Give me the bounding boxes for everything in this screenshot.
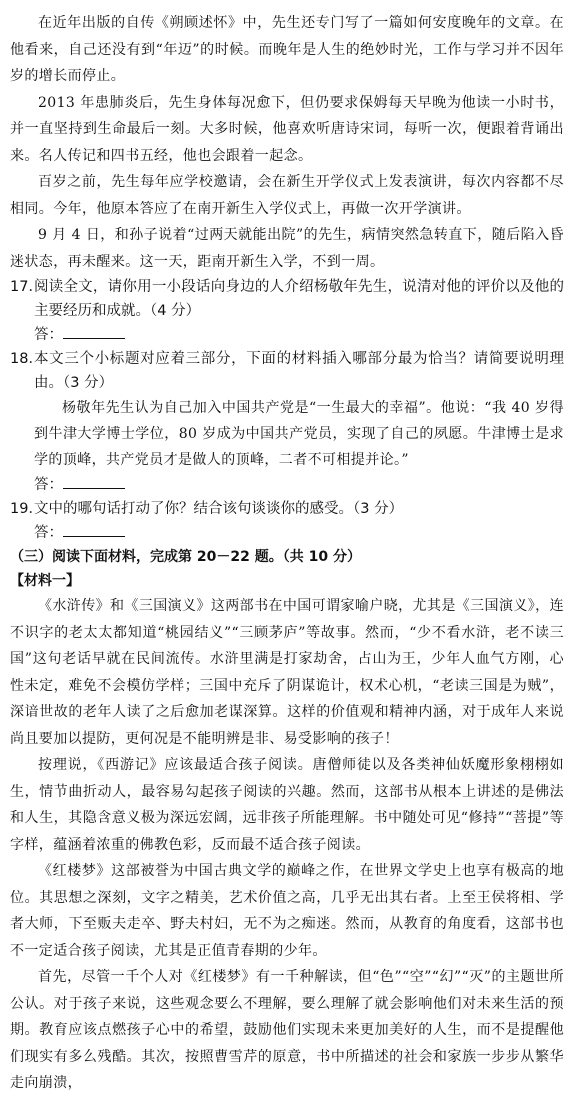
question-17-answer	[10, 323, 564, 347]
material-paragraph-3: 《红楼梦》这部被誉为中国古典文学的巅峰之作，在世界文学史上也享有极高的地位。其思想之深刻，文字之精美，艺术价值之高，几乎无出其右者。上至王侯将相、学者大师，下至贩夫走卒、野夫村妇，无不为之痴迷。然而，从教育的角度看，这部书也不一定适合孩子阅读，尤其是正值青春期的少年。	[10, 863, 564, 959]
question-18-answer-label: 答：	[34, 477, 63, 493]
material-paragraph-1: 《水浒传》和《三国演义》这两部书在中国可谓家喻户晓，尤其是《三国演义》，连不识字的老太太都知道“桃园结义”“三顾茅庐”等故事。然而，“少不看水浒，老不读三国”这句老话早就在民间流传。水浒里满是打家劫舍，占山为王，少年人血气方刚，心性未定，难免不会模仿学样；三国中充斥了阴谋诡计，权术心机，“老读三国是为贼”，深谙世故的老年人读了之后愈加老谋深算。这样的价值观和精神内涵，对于成年人来说尚且要加以提防，更何况是不能明辨是非、易受影响的孩子！	[10, 598, 564, 747]
question-18-answer	[10, 473, 564, 497]
passage-paragraph-4: 9 月 4 日，和孙子说着“过两天就能出院”的先生，病情突然急转直下，随后陷入昏迷状态，再未醒来。这一天，距南开新生入学，不到一周。	[10, 227, 564, 270]
material-paragraph-4: 首先，尽管一千个人对《红楼梦》有一千种解读，但“色”“空”“幻”“灭”的主题世所公认。对于孩子来说，这些观念要么不理解，要么理解了就会影响他们对未来生活的预期。教育应该点燃孩子心中的希望，鼓励他们实现未来更加美好的人生，而不是提醒他们现实有多么残酷。其次，按照曹雪芹的原意，书中所描述的社会和家族一步步从繁华走向崩溃，	[10, 969, 564, 1091]
question-18-answer-blank[interactable]	[63, 474, 125, 489]
question-18-quote: 杨敬年先生认为自己加入中国共产党是“一生最大的幸福”。他说：“我 40 岁得到牛津大学博士学位，80 岁成为中国共产党员，实现了自己的夙愿。牛津博士是求学的顶峰，共产党员才是做人的顶峰，二者不可相提并论。”	[34, 400, 564, 468]
question-19-answer-blank[interactable]	[63, 522, 125, 537]
question-19-text: 文中的哪句话打动了你？结合该句谈谈你的感受。（3 分）	[34, 501, 404, 517]
material-title: 【材料一】	[10, 573, 80, 589]
section-heading: （三）阅读下面材料，完成第 20－22 题。（共 10 分）	[10, 549, 361, 565]
question-18	[10, 347, 564, 395]
question-17-text: 阅读全文，请你用一小段话向身边的人介绍杨敬年先生，说清对他的评价以及他的主要经历和成就。（4 分）	[34, 279, 564, 319]
question-17-number: 17．	[10, 279, 43, 295]
question-18-text: 本文三个小标题对应着三部分，下面的材料插入哪部分最为恰当？请简要说明理由。（3 分）	[34, 351, 564, 391]
passage-paragraph-1: 在近年出版的自传《朔顾述怀》中，先生还专门写了一篇如何安度晚年的文章。在他看来，自己还没有到“年迈”的时候。而晚年是人生的绝妙时光，工作与学习并不因年岁的增长而停止。	[10, 15, 564, 84]
question-19-answer-label: 答：	[34, 525, 63, 541]
passage-paragraph-2: 2013 年患肺炎后，先生身体每况愈下，但仍要求保姆每天早晚为他读一小时书，并一直坚持到生命最后一刻。大多时候，他喜欢听唐诗宋词，每听一次，便跟着背诵出来。名人传记和四书五经，他也会跟着一起念。	[10, 94, 564, 164]
question-18-number: 18．	[10, 351, 43, 367]
question-19-number: 19．	[10, 501, 43, 517]
question-17-answer-label: 答：	[34, 327, 63, 343]
question-17	[10, 275, 564, 323]
passage-paragraph-3: 百岁之前，先生每年应学校邀请，会在新生开学仪式上发表演讲，每次内容都不尽相同。今年，他原本答应了在南开新生入学仪式上，再做一次开学演讲。	[10, 174, 564, 217]
question-19-answer	[10, 521, 564, 545]
question-19	[10, 497, 564, 521]
material-paragraph-2: 按理说，《西游记》应该最适合孩子阅读。唐僧师徒以及各类神仙妖魔形象栩栩如生，情节曲折动人，最容易勾起孩子阅读的兴趣。然而，这部书从根本上讲述的是佛法和人生，其隐含意义极为深远宏阔，远非孩子所能理解。书中随处可见“修持”“菩提”等字样，蕴涵着浓重的佛教色彩，反而最不适合孩子阅读。	[10, 757, 564, 853]
question-17-answer-blank[interactable]	[63, 324, 125, 339]
